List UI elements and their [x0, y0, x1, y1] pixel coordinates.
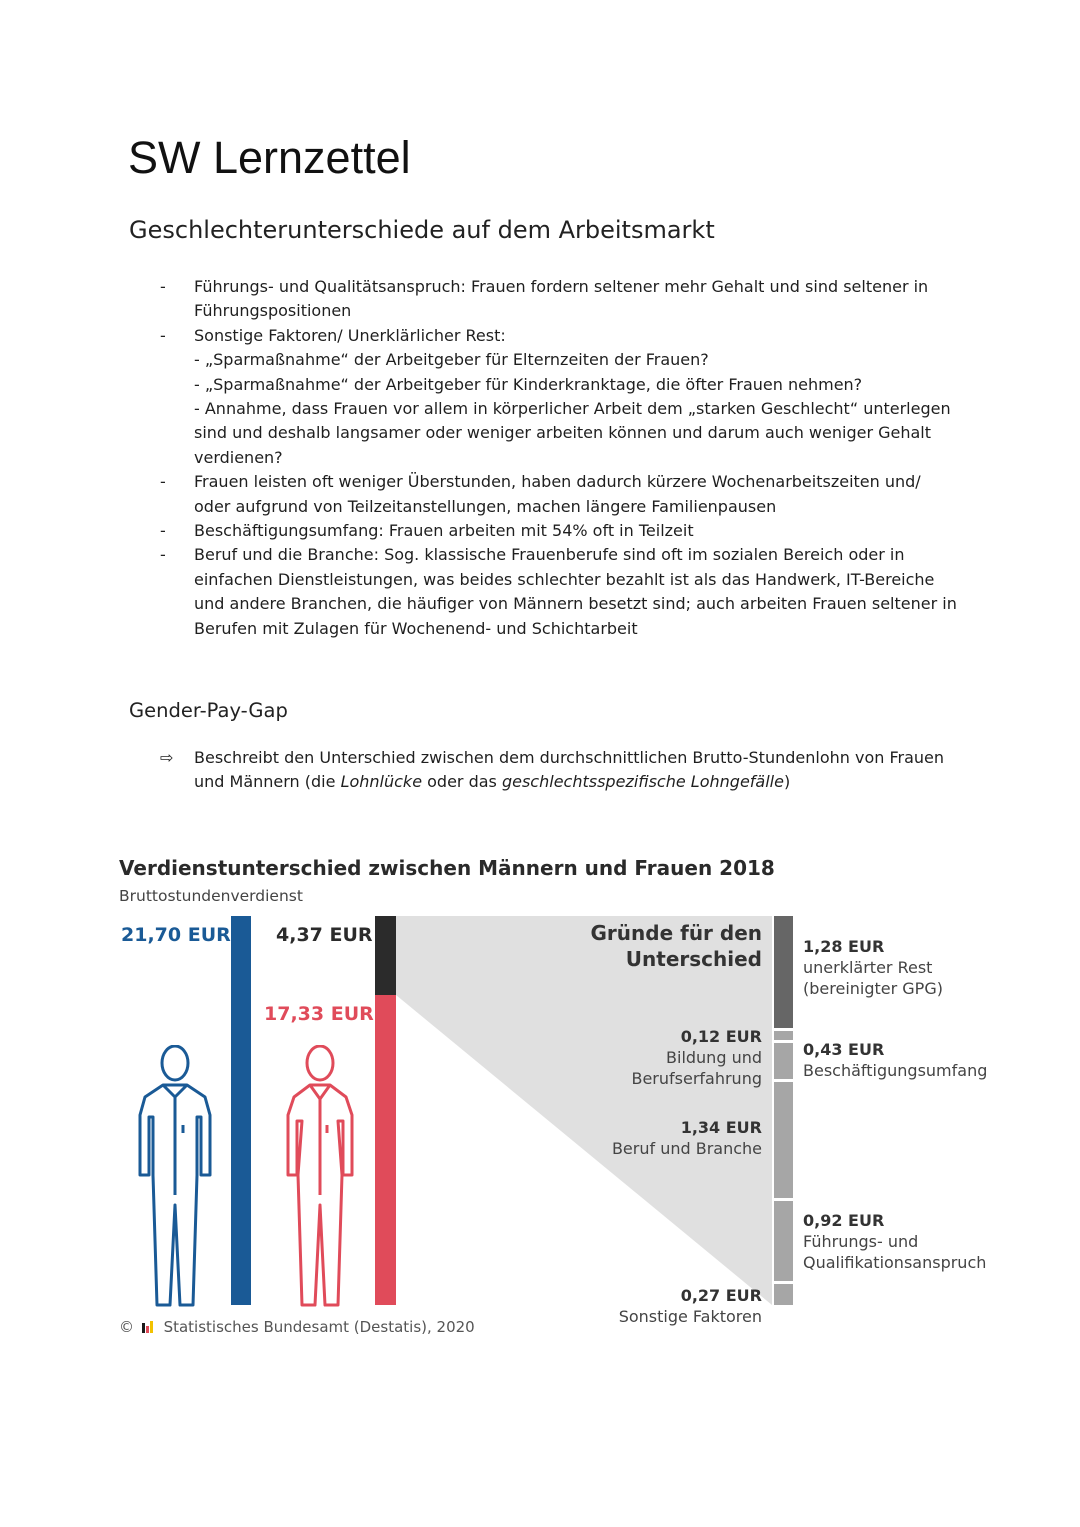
- men-bar: [231, 916, 251, 1305]
- destatis-logo-icon: [142, 1321, 156, 1333]
- list-item-text: Führungs- und Qualitätsanspruch: Frauen fordern seltener mehr Gehalt und sind seltener in Führungspositionen: [194, 277, 929, 321]
- list-item-text: Frauen leisten oft weniger Überstunden, haben dadurch kürzere Wochenarbeitszeiten und/ oder aufgrund von Teilzeitanstellungen, machen längere Familienpausen: [194, 472, 921, 516]
- list-item-text: Beschäftigungsumfang: Frauen arbeiten mit 54% oft in Teilzeit: [194, 521, 694, 541]
- document-title: SW Lernzettel: [128, 132, 411, 183]
- bar-education: [774, 1031, 793, 1040]
- women-value-label: 17,33 EUR: [264, 1003, 374, 1025]
- infographic-subtitle: Bruttostundenverdienst: [119, 887, 303, 905]
- list-item: - Führungs- und Qualitätsanspruch: Frauen fordern seltener mehr Gehalt und sind seltener in Führungspositionen: [160, 277, 929, 321]
- sub-item: - „Sparmaßnahme“ der Arbeitgeber für Elternzeiten der Frauen?: [194, 350, 709, 370]
- sub-item: - „Sparmaßnahme“ der Arbeitgeber für Kinderkranktage, die öfter Frauen nehmen?: [194, 374, 863, 394]
- woman-icon: [280, 1045, 360, 1307]
- section-heading-gender-pay-gap: Gender-Pay-Gap: [129, 699, 288, 722]
- bar-leadership: [774, 1201, 793, 1281]
- man-icon: [135, 1045, 215, 1307]
- men-value-label: 21,70 EUR: [121, 924, 231, 946]
- sub-item: - Annahme, dass Frauen vor allem in körperlicher Arbeit dem „starken Geschlecht“ unterlegen sind und deshalb langsamer oder weniger arbeiten können und darum auch weniger Gehalt verdienen?: [194, 399, 951, 467]
- reason-education: 0,12 EUR Bildung und Berufserfahrung: [631, 1027, 762, 1088]
- bar-unexplained: [774, 916, 793, 1028]
- bar-occupation: [774, 1082, 793, 1198]
- list-item: - Beschäftigungsumfang: Frauen arbeiten mit 54% oft in Teilzeit: [160, 521, 694, 541]
- source-credit: © Statistisches Bundesamt (Destatis), 2020: [119, 1318, 475, 1336]
- bar-employment-scope: [774, 1043, 793, 1079]
- factor-employment-scope: 0,43 EUR Beschäftigungsumfang: [803, 1040, 988, 1080]
- factor-unexplained: 1,28 EUR unerklärter Rest (bereinigter GPG): [803, 937, 943, 998]
- reason-other: 0,27 EUR Sonstige Faktoren: [618, 1286, 762, 1326]
- section-heading-arbeitsmarkt: Geschlechterunterschiede auf dem Arbeitsmarkt: [129, 216, 715, 244]
- definition-item: ⇨ Beschreibt den Unterschied zwischen dem durchschnittlichen Brutto-Stundenlohn von Frauen und Männern (die Lohnlücke oder das geschlechtsspezifische Lohngefälle): [160, 748, 944, 792]
- bar-other: [774, 1284, 793, 1305]
- infographic-title: Verdienstunterschied zwischen Männern und Frauen 2018: [119, 856, 775, 880]
- reason-occupation: 1,34 EUR Beruf und Branche: [611, 1118, 762, 1158]
- list-item-text: Sonstige Faktoren/ Unerklärlicher Rest:: [194, 325, 506, 345]
- list-item: - Beruf und die Branche: Sog. klassische Frauenberufe sind oft im sozialen Bereich oder in einfachen Dienstleistungen, was beides schlechter bezahlt ist als das Handwerk, IT-Bereiche und andere Branchen, die häufiger von Männern besetzt sind; auch arbeiten Frauen seltener in Berufen mit Zulagen für Wochenend- und Schichtarbeit: [160, 545, 957, 638]
- gap-value-label: 4,37 EUR: [276, 924, 373, 946]
- factor-leadership: 0,92 EUR Führungs- und Qualifikationsanspruch: [803, 1211, 987, 1272]
- reasons-title: Gründe für den Unterschied: [590, 921, 762, 971]
- list-item-text: Beruf und die Branche: Sog. klassische Frauenberufe sind oft im sozialen Bereich oder in einfachen Dienstleistungen, was beides schlechter bezahlt ist als das Handwerk, IT-Bereiche und andere Branchen, die häufiger von Männern besetzt sind; auch arbeiten Frauen seltener in Berufen mit Zulagen für Wochenend- und Schichtarbeit: [194, 545, 957, 638]
- arrow-right-icon: ⇨: [160, 748, 174, 767]
- gap-wedge: [396, 916, 772, 1305]
- gap-bar: [375, 916, 396, 995]
- list-item: - Sonstige Faktoren/ Unerklärlicher Rest: - „Sparmaßnahme“ der Arbeitgeber für Elternzeiten der Frauen? - „Sparmaßnahme“ der Arbeitgeber für Kinderkranktage, die öfter Frauen nehmen? - Annahme, dass Frauen vor allem in körperlicher Arbeit dem „starken Geschlecht“ unterlegen sind und deshalb langsamer oder weniger arbeiten können und darum auch weniger Gehalt verdienen?: [160, 324, 960, 470]
- list-item: - Frauen leisten oft weniger Überstunden, haben dadurch kürzere Wochenarbeitszeiten und/ oder aufgrund von Teilzeitanstellungen, machen längere Familienpausen: [160, 472, 921, 516]
- women-bar: [375, 995, 396, 1305]
